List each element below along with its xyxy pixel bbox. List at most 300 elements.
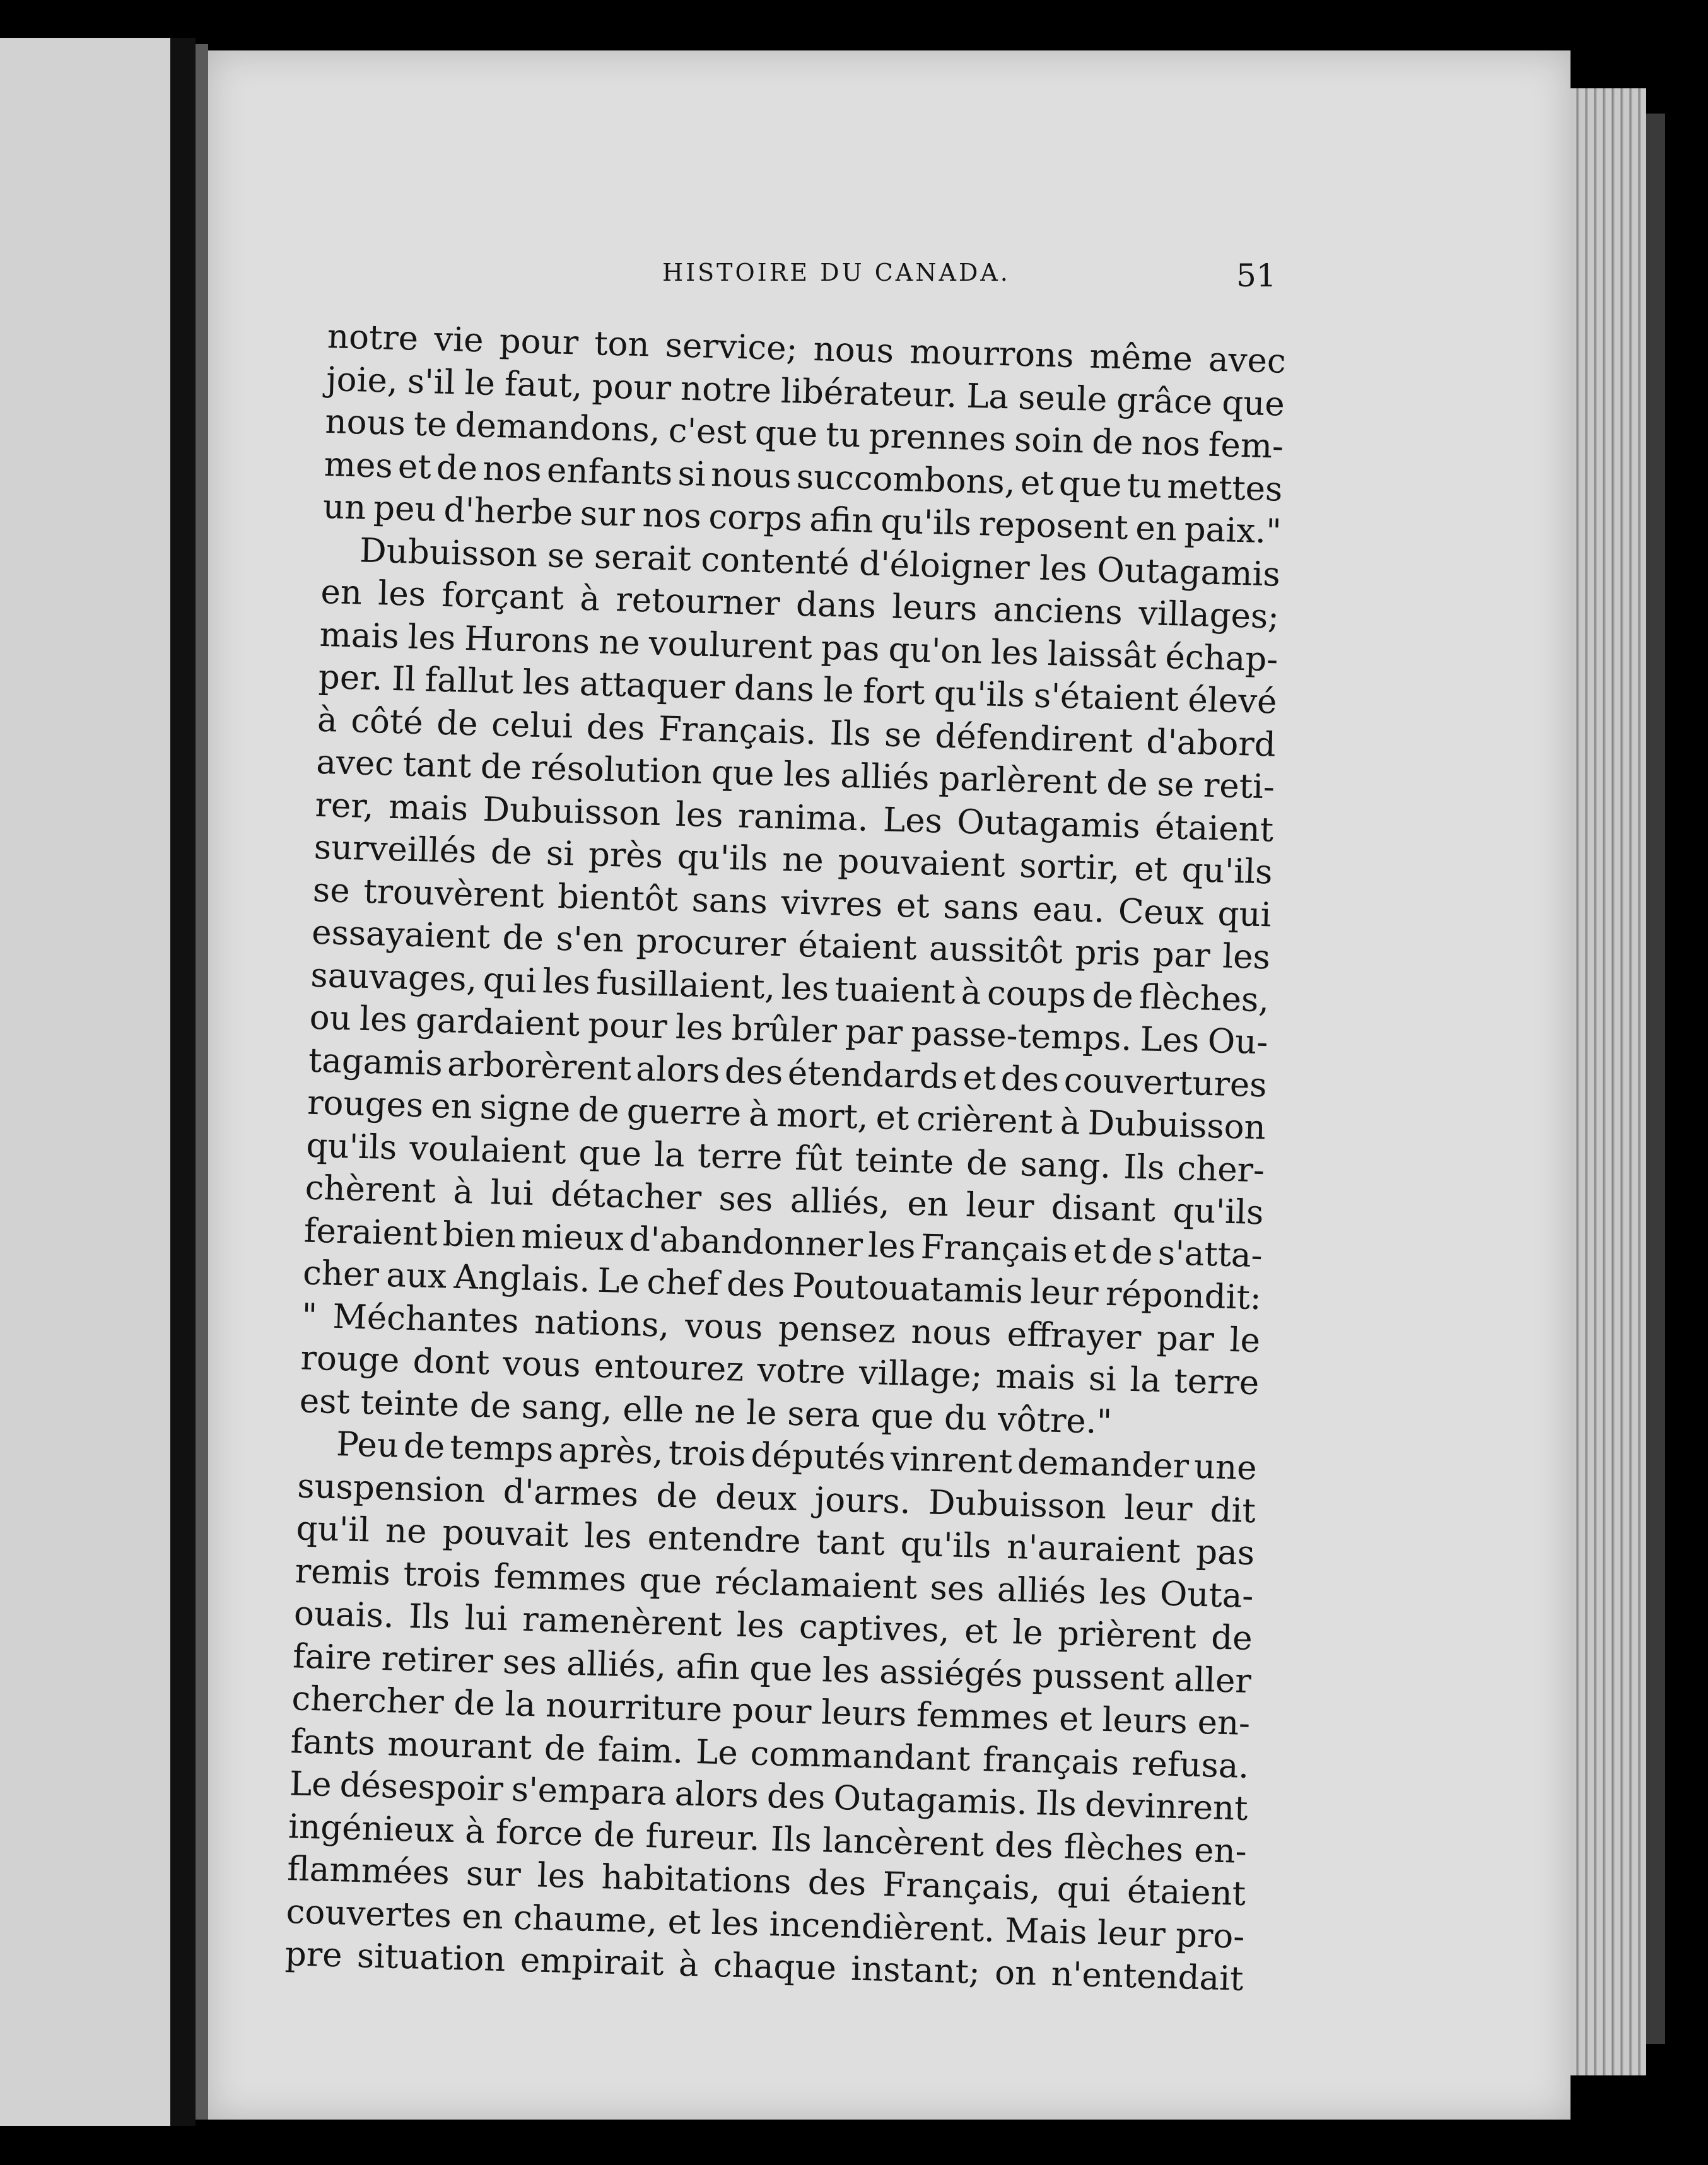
word: est (299, 1381, 351, 1421)
word: vie (433, 320, 484, 360)
word: jours. (814, 1480, 911, 1522)
word: passe-temps. (910, 1014, 1133, 1059)
word: ou (309, 998, 352, 1038)
word: Dubuisson (482, 790, 662, 833)
word: à (748, 1094, 769, 1134)
word: voulurent (648, 624, 813, 667)
word: avec (315, 742, 394, 783)
word: étaient (1126, 1872, 1246, 1913)
word: de (1091, 422, 1134, 462)
word: pour (499, 322, 579, 363)
word: te (413, 404, 448, 444)
word: les (1039, 549, 1088, 589)
word: les (783, 755, 832, 795)
word: pouvait (442, 1513, 570, 1555)
word: laissât (1047, 634, 1157, 676)
word: de (1091, 976, 1134, 1016)
word: et (896, 886, 930, 925)
word: essayaient (311, 913, 491, 957)
word: afin (676, 1646, 740, 1687)
word: de (1106, 763, 1149, 804)
word: les (1098, 1573, 1148, 1613)
word: terre (1173, 1361, 1260, 1403)
word: étaient (1154, 807, 1274, 850)
word: un (322, 487, 367, 527)
word: Outa- (1159, 1574, 1255, 1616)
word: prièrent (1057, 1614, 1197, 1657)
word: défendirent (934, 716, 1133, 761)
word: incendièrent. (768, 1904, 995, 1950)
word: serait (594, 537, 692, 578)
word: mais (388, 787, 469, 828)
word: coups (986, 973, 1087, 1015)
word: une (1193, 1447, 1258, 1488)
word: d'abord (1145, 722, 1277, 765)
word: se (312, 871, 351, 910)
word: s'en (555, 919, 624, 960)
word: nos (641, 496, 702, 536)
word: cher (302, 1253, 380, 1294)
page-edge-shadow (1646, 114, 1665, 2044)
word: Le (289, 1764, 332, 1804)
word: tant (402, 745, 472, 786)
word: les (675, 795, 724, 835)
word: notre (680, 369, 772, 410)
book-gutter (170, 38, 196, 2126)
word: vous (684, 1306, 764, 1347)
word: répondit: (1105, 1274, 1262, 1318)
word: ranima. (737, 796, 869, 839)
word: Français. (658, 709, 817, 752)
word: flèches, (1138, 977, 1270, 1019)
word: à (1060, 1103, 1081, 1142)
word: chercher (291, 1679, 445, 1722)
word: les (407, 618, 457, 657)
word: aussitôt (928, 929, 1063, 971)
word: nos (1140, 423, 1201, 464)
word: devinrent (1084, 1785, 1249, 1828)
word: c'est (668, 411, 747, 452)
word: les (1222, 937, 1271, 977)
word: entourez (594, 1346, 745, 1389)
word: ne (385, 1511, 428, 1551)
word: étendards (787, 1053, 959, 1097)
word: qu'ils (676, 837, 769, 879)
word: les (675, 1007, 724, 1048)
word: femmes (493, 1557, 627, 1599)
word: temps (449, 1428, 554, 1469)
word: les (867, 1226, 916, 1266)
word: Les (882, 800, 943, 841)
word: ton (594, 324, 650, 365)
word: n'auraient (1006, 1527, 1181, 1571)
word: suspension (296, 1466, 486, 1510)
word: reti- (1203, 766, 1275, 807)
word: Mais (1004, 1911, 1088, 1952)
word: vous (502, 1344, 582, 1385)
word: teinte (854, 1140, 954, 1182)
word: effrayer (1006, 1315, 1142, 1357)
word: la (1129, 1360, 1161, 1400)
word: le (1229, 1320, 1261, 1360)
word: les (736, 1605, 785, 1646)
word: fusillaient, (595, 963, 776, 1007)
word: nations, (534, 1302, 670, 1345)
word: pour (732, 1691, 812, 1732)
word: les (710, 1903, 760, 1944)
word: leur (1097, 1913, 1166, 1954)
word: Français (920, 1227, 1068, 1270)
word: alliés (997, 1569, 1087, 1611)
word: que (749, 1648, 813, 1689)
word: résolution (530, 748, 703, 792)
word: des (724, 1052, 784, 1092)
word: assiégés (879, 1652, 1024, 1695)
word: fem- (1208, 425, 1284, 466)
word: Le (597, 1261, 640, 1301)
word: les (583, 1517, 633, 1557)
word: gardaient (415, 1001, 580, 1044)
word: refusa. (1131, 1744, 1250, 1786)
word: Français, (882, 1865, 1041, 1908)
word: de (544, 1728, 587, 1768)
word: que (578, 1133, 642, 1173)
word: lui (490, 1173, 534, 1213)
word: alliés (839, 756, 930, 798)
word: Poutouatamis (792, 1266, 1024, 1311)
word: et (964, 1612, 998, 1652)
word: par (1156, 1318, 1215, 1359)
word: d'abandonner (628, 1219, 863, 1265)
word: et (1133, 849, 1168, 889)
word: de (593, 1815, 636, 1855)
word: per. (318, 657, 383, 698)
word: teinte (360, 1383, 460, 1424)
word: des (807, 1863, 867, 1904)
word: se (1156, 765, 1195, 805)
word: faire (292, 1636, 372, 1678)
word: aux (385, 1255, 447, 1296)
word: disant (1051, 1188, 1156, 1229)
word: Hurons (464, 619, 590, 661)
word: Outagamis (1096, 550, 1281, 594)
word: à (579, 579, 600, 619)
word: se (547, 536, 585, 576)
word: Ceux (1118, 891, 1205, 933)
word: alliés, (790, 1181, 891, 1223)
word: pussent (1032, 1656, 1165, 1698)
word: les (990, 633, 1039, 673)
word: feraient (303, 1211, 438, 1253)
word: que (1058, 464, 1123, 505)
word: qui (1217, 894, 1272, 934)
word: voulaient (409, 1129, 567, 1171)
word: tu (1126, 466, 1162, 506)
word: que (870, 1396, 934, 1437)
word: brûler (731, 1009, 838, 1051)
word: qu'il (295, 1509, 370, 1550)
word: chaque (713, 1945, 837, 1988)
word: que (711, 753, 775, 794)
word: on (994, 1953, 1038, 1993)
word: service; (665, 326, 798, 368)
word: villages; (1138, 594, 1280, 637)
word: de (403, 1426, 446, 1467)
word: ses (502, 1642, 558, 1682)
word: rer, (314, 785, 375, 826)
word: celui (491, 705, 574, 746)
word: à (961, 973, 982, 1012)
word: que (1221, 383, 1285, 424)
word: élevé (1187, 680, 1278, 722)
word: votre (756, 1351, 846, 1392)
word: pre (284, 1935, 343, 1975)
word: fallut (424, 660, 514, 701)
word: joie, (325, 360, 399, 401)
word: anciens (993, 590, 1123, 633)
word: ne (781, 840, 824, 880)
word: s'atta- (1157, 1233, 1263, 1275)
word: mourant (387, 1724, 532, 1767)
word: nous (710, 455, 792, 496)
word: Méchantes (332, 1297, 520, 1341)
word: des (726, 1265, 786, 1305)
word: eau. (1032, 889, 1106, 930)
word: sang, (521, 1387, 613, 1428)
word: les (780, 968, 830, 1008)
word: demander (1017, 1443, 1190, 1486)
word: en (320, 572, 363, 613)
word: vôtre." (997, 1399, 1113, 1441)
word: de (966, 1143, 1009, 1183)
word: et (1072, 1231, 1107, 1271)
word: de (1210, 1618, 1253, 1658)
word: faim. (597, 1730, 684, 1771)
word: signe (479, 1088, 571, 1129)
word: et (667, 1902, 702, 1942)
word: rouges (307, 1083, 424, 1125)
word: et (397, 447, 432, 486)
word: Anglais. (453, 1257, 591, 1300)
word: empirait (520, 1940, 665, 1983)
word: si (546, 834, 575, 874)
word: couvertes (285, 1892, 452, 1935)
word: français (982, 1740, 1120, 1783)
word: guerre (626, 1091, 742, 1134)
word: avec (1208, 340, 1287, 381)
word: instant; (850, 1949, 981, 1992)
word: les (542, 961, 591, 1002)
word: commandant (749, 1734, 971, 1778)
word: arborèrent (447, 1044, 632, 1088)
word: la (504, 1685, 537, 1725)
word: trois (402, 1554, 482, 1595)
word: attaquer (579, 664, 726, 707)
word: qu'ils (305, 1126, 398, 1167)
word: pro- (1175, 1915, 1246, 1956)
word: lancèrent (822, 1821, 985, 1864)
word: demandons, (454, 406, 661, 450)
word: soin (1014, 420, 1085, 461)
word: Ou- (1207, 1021, 1269, 1062)
word: échap- (1164, 637, 1278, 679)
word: nourriture (545, 1686, 723, 1730)
word: situation (356, 1937, 506, 1980)
page-number: 51 (1236, 257, 1277, 294)
word: sauvages, (310, 956, 478, 999)
word: en- (1196, 1703, 1251, 1744)
word: de (453, 1683, 496, 1723)
word: à (464, 1812, 486, 1851)
word: ramenèrent (522, 1600, 723, 1645)
word: sera (787, 1394, 861, 1435)
word: flammées (286, 1850, 450, 1892)
word: Les (1139, 1020, 1200, 1060)
word: notre (327, 317, 419, 358)
word: s'étaient (1033, 676, 1179, 719)
word: de (469, 1385, 512, 1426)
word: sur (580, 494, 636, 534)
word: dans (795, 585, 877, 626)
word: trouvèrent (363, 872, 545, 915)
word: n'entendait (1050, 1954, 1244, 1998)
word: Ils (1123, 1147, 1166, 1187)
word: mourrons (909, 332, 1075, 375)
word: de (436, 448, 479, 488)
word: pas (1195, 1532, 1255, 1573)
word: tagamis (308, 1041, 443, 1083)
word: chef (646, 1262, 720, 1303)
word: Outagamis. (833, 1778, 1028, 1822)
word: des (766, 1777, 826, 1817)
word: flèches (1063, 1827, 1184, 1869)
word: contenté (700, 540, 850, 583)
word: Peu (336, 1424, 399, 1465)
word: de (490, 833, 533, 872)
word: alors (674, 1775, 759, 1816)
word: des (994, 1826, 1054, 1866)
word: Outagamis (956, 802, 1141, 846)
word: désespoir (339, 1766, 504, 1809)
word: les (377, 574, 426, 614)
word: qu'ils (1181, 850, 1273, 892)
word: en (430, 1086, 473, 1127)
word: Ils (408, 1597, 451, 1637)
word: Dubuisson (928, 1483, 1107, 1527)
word: s'empara (511, 1770, 667, 1813)
word: sans (691, 880, 768, 922)
word: tuaient (834, 969, 956, 1011)
page-edges (1571, 88, 1646, 2075)
word: ingénieux (288, 1807, 455, 1850)
word: en (1135, 508, 1178, 549)
word: que (638, 1561, 703, 1601)
word: lui (464, 1599, 508, 1639)
word: en (461, 1896, 504, 1937)
word: alliés, (566, 1644, 667, 1686)
word: députés (750, 1436, 886, 1478)
word: chèrent (304, 1168, 436, 1211)
word: et (1058, 1699, 1093, 1739)
word: en- (1193, 1831, 1248, 1871)
word: Le (695, 1732, 739, 1773)
word: Ils (829, 713, 872, 754)
word: de (480, 747, 523, 787)
word: les (821, 1650, 870, 1691)
word: nos (482, 449, 542, 490)
word: Ils (1035, 1784, 1077, 1824)
word: fût (794, 1139, 843, 1179)
word: pensez (778, 1308, 896, 1351)
word: la (653, 1135, 686, 1175)
word: dont (412, 1342, 490, 1383)
word: ne (694, 1392, 737, 1432)
word: même (1089, 337, 1193, 378)
word: pris (1074, 933, 1141, 974)
word: dit (1209, 1490, 1256, 1530)
word: enfants (546, 450, 674, 493)
word: fureur. (645, 1816, 761, 1858)
word: leurs (1101, 1700, 1188, 1742)
word: peu (373, 489, 437, 529)
word: couvertures (1063, 1060, 1268, 1105)
word: qu'ils (880, 502, 973, 543)
word: reposent (978, 505, 1129, 548)
word: à (452, 1172, 474, 1212)
word: côté (350, 701, 424, 742)
word: mettes (1166, 467, 1284, 509)
word: paix." (1184, 510, 1282, 551)
word: grâce (1116, 380, 1214, 422)
word: de (436, 703, 479, 743)
word: pouvaient (837, 842, 1006, 885)
word: tant (816, 1522, 886, 1563)
word: et (962, 1058, 997, 1098)
word: pour (587, 1006, 668, 1047)
word: cher- (1176, 1149, 1265, 1190)
word: qu'ils (933, 674, 1026, 715)
running-title: HISTOIRE DU CANADA. (662, 259, 1010, 286)
word: bientôt (557, 877, 679, 919)
word: d'armes (503, 1472, 639, 1515)
word: nous (910, 1312, 992, 1353)
word: sans (942, 887, 1020, 928)
word: étaient (797, 925, 918, 968)
word: sortir, (1019, 847, 1121, 888)
word: le (464, 363, 496, 403)
word: retourner (615, 580, 781, 623)
word: faut, (504, 364, 583, 406)
word: prennes (868, 416, 1007, 459)
word: mais (995, 1357, 1076, 1398)
word: succombons, (796, 457, 1016, 502)
word: et (875, 1098, 910, 1138)
word: s'il (407, 361, 456, 402)
word: parlèrent (938, 759, 1098, 802)
gutter-shadow (196, 44, 208, 2120)
word: de (577, 1090, 620, 1130)
word: à (678, 1945, 699, 1985)
word: des (1000, 1059, 1060, 1100)
word: ouais. (293, 1594, 395, 1636)
word: vinrent (890, 1439, 1013, 1482)
word: nous (324, 402, 406, 443)
word: par (1152, 935, 1211, 975)
word: à (317, 700, 338, 740)
word: les (522, 663, 571, 703)
word: détacher (550, 1175, 702, 1217)
word: pas (821, 628, 880, 669)
